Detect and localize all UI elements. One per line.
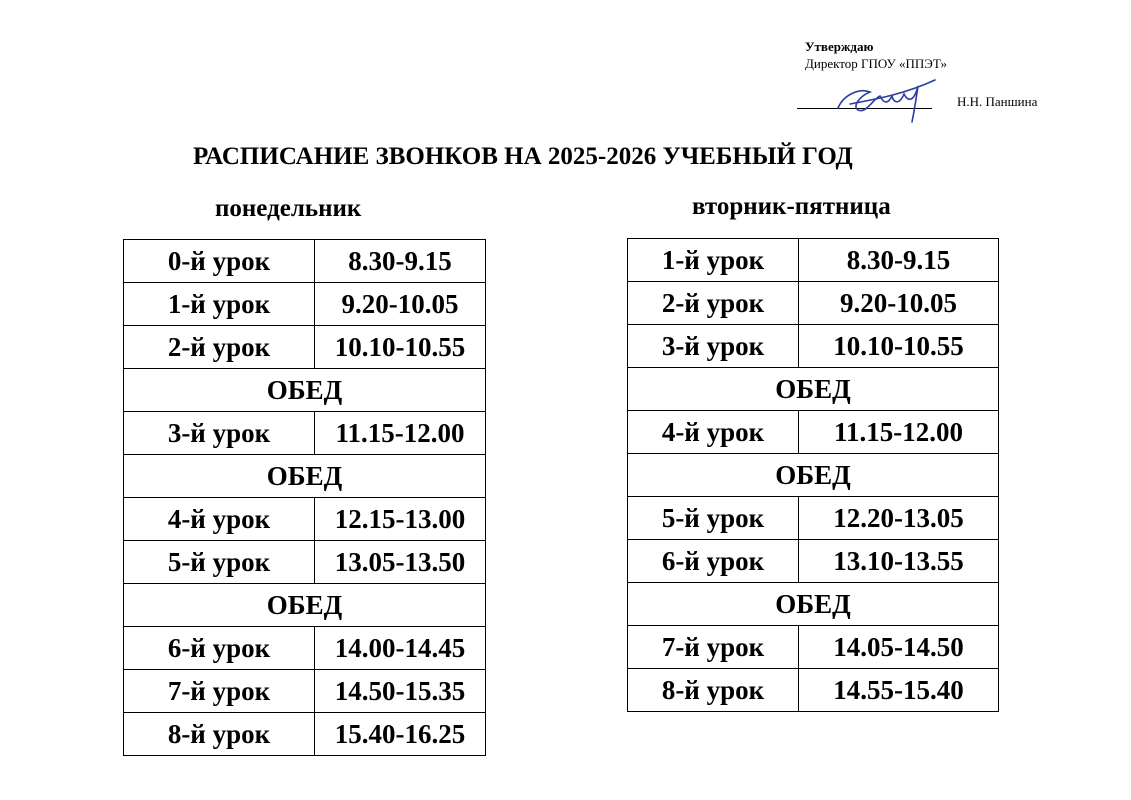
monday-schedule-table bbox=[123, 239, 486, 756]
time-cell: 15.40-16.25 bbox=[315, 713, 486, 756]
time-cell: 14.50-15.35 bbox=[315, 670, 486, 713]
lesson-cell: 3-й урок bbox=[124, 412, 315, 455]
time-cell: 8.30-9.15 bbox=[799, 239, 999, 282]
time-cell: 13.05-13.50 bbox=[315, 541, 486, 584]
lesson-cell: 1-й урок bbox=[124, 283, 315, 326]
time-cell: 8.30-9.15 bbox=[315, 240, 486, 283]
break-cell: ОБЕД bbox=[628, 368, 999, 411]
time-cell: 13.10-13.55 bbox=[799, 540, 999, 583]
lesson-row bbox=[628, 325, 999, 368]
break-cell: ОБЕД bbox=[124, 584, 486, 627]
lesson-cell: 5-й урок bbox=[628, 497, 799, 540]
tuesday-friday-schedule-table bbox=[627, 238, 999, 712]
break-row bbox=[124, 584, 486, 627]
lesson-row bbox=[124, 412, 486, 455]
lesson-cell: 0-й урок bbox=[124, 240, 315, 283]
break-cell: ОБЕД bbox=[124, 455, 486, 498]
lesson-row bbox=[124, 283, 486, 326]
lesson-cell: 4-й урок bbox=[124, 498, 315, 541]
break-cell: ОБЕД bbox=[628, 583, 999, 626]
break-row bbox=[628, 454, 999, 497]
lesson-row bbox=[628, 239, 999, 282]
approval-heading: Утверждаю bbox=[805, 39, 874, 54]
lesson-row bbox=[124, 498, 486, 541]
approval-block bbox=[805, 38, 947, 72]
time-cell: 14.55-15.40 bbox=[799, 669, 999, 712]
lesson-cell: 4-й урок bbox=[628, 411, 799, 454]
lesson-row bbox=[628, 669, 999, 712]
time-cell: 10.10-10.55 bbox=[799, 325, 999, 368]
time-cell: 9.20-10.05 bbox=[315, 283, 486, 326]
time-cell: 12.20-13.05 bbox=[799, 497, 999, 540]
lesson-row bbox=[628, 411, 999, 454]
lesson-row bbox=[124, 627, 486, 670]
lesson-row bbox=[628, 626, 999, 669]
lesson-cell: 8-й урок bbox=[628, 669, 799, 712]
time-cell: 11.15-12.00 bbox=[315, 412, 486, 455]
approval-position: Директор ГПОУ «ППЭТ» bbox=[805, 56, 947, 71]
break-row bbox=[628, 583, 999, 626]
lesson-cell: 6-й урок bbox=[124, 627, 315, 670]
break-row bbox=[124, 369, 486, 412]
tuesday-friday-heading: вторник-пятница bbox=[692, 193, 891, 220]
lesson-row bbox=[628, 497, 999, 540]
lesson-row bbox=[124, 541, 486, 584]
lesson-row bbox=[124, 326, 486, 369]
signer-name: Н.Н. Паншина bbox=[957, 94, 1038, 109]
page-title: РАСПИСАНИЕ ЗВОНКОВ НА 2025-2026 УЧЕБНЫЙ ГОД bbox=[193, 143, 853, 170]
break-row bbox=[628, 368, 999, 411]
break-cell: ОБЕД bbox=[124, 369, 486, 412]
time-cell: 14.05-14.50 bbox=[799, 626, 999, 669]
lesson-cell: 2-й урок bbox=[628, 282, 799, 325]
lesson-cell: 6-й урок bbox=[628, 540, 799, 583]
time-cell: 14.00-14.45 bbox=[315, 627, 486, 670]
lesson-cell: 5-й урок bbox=[124, 541, 315, 584]
lesson-cell: 3-й урок bbox=[628, 325, 799, 368]
lesson-row bbox=[124, 670, 486, 713]
time-cell: 10.10-10.55 bbox=[315, 326, 486, 369]
lesson-cell: 7-й урок bbox=[628, 626, 799, 669]
signature-mark bbox=[830, 74, 940, 124]
lesson-cell: 2-й урок bbox=[124, 326, 315, 369]
lesson-cell: 1-й урок bbox=[628, 239, 799, 282]
time-cell: 12.15-13.00 bbox=[315, 498, 486, 541]
break-cell: ОБЕД bbox=[628, 454, 999, 497]
monday-heading: понедельник bbox=[215, 195, 362, 222]
lesson-row bbox=[124, 713, 486, 756]
lesson-cell: 8-й урок bbox=[124, 713, 315, 756]
lesson-row bbox=[628, 540, 999, 583]
lesson-row bbox=[124, 240, 486, 283]
time-cell: 11.15-12.00 bbox=[799, 411, 999, 454]
break-row bbox=[124, 455, 486, 498]
lesson-cell: 7-й урок bbox=[124, 670, 315, 713]
time-cell: 9.20-10.05 bbox=[799, 282, 999, 325]
lesson-row bbox=[628, 282, 999, 325]
